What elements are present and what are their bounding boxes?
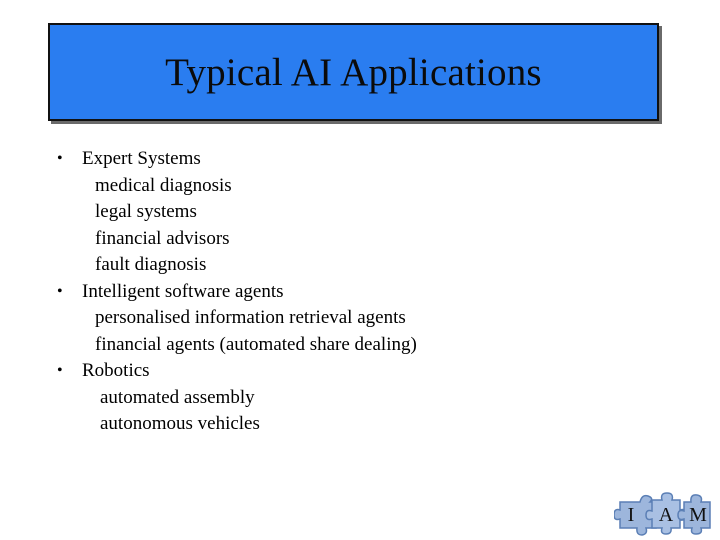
list-item: fault diagnosis xyxy=(95,254,207,275)
section-heading-text: Expert Systems xyxy=(82,148,201,169)
list-item: financial advisors xyxy=(95,227,230,249)
list-item: medical diagnosis xyxy=(95,174,232,196)
section-heading xyxy=(0,279,720,306)
slide-title: Typical AI Applications xyxy=(165,50,542,94)
list-item: automated assembly xyxy=(100,386,255,408)
bullet-list xyxy=(0,146,720,438)
logo-letter-a: A xyxy=(658,504,674,526)
list-item: autonomous vehicles xyxy=(100,413,260,434)
list-item: financial agents (automated share dealing) xyxy=(95,333,417,355)
list-item: personalised information retrieval agents xyxy=(95,307,406,328)
logo-letter-m: M xyxy=(689,504,707,526)
section-heading xyxy=(0,146,720,173)
section-heading-text: Robotics xyxy=(82,360,150,381)
bullet-icon: • xyxy=(57,150,63,167)
title-banner xyxy=(48,23,659,121)
bullet-icon: • xyxy=(57,362,63,379)
bullet-icon: • xyxy=(57,282,63,300)
iam-logo xyxy=(614,488,714,536)
section-heading xyxy=(0,358,720,385)
section-heading-text: Intelligent software agents xyxy=(82,280,284,302)
list-item: legal systems xyxy=(95,201,197,222)
logo-letter-i: I xyxy=(627,504,635,526)
